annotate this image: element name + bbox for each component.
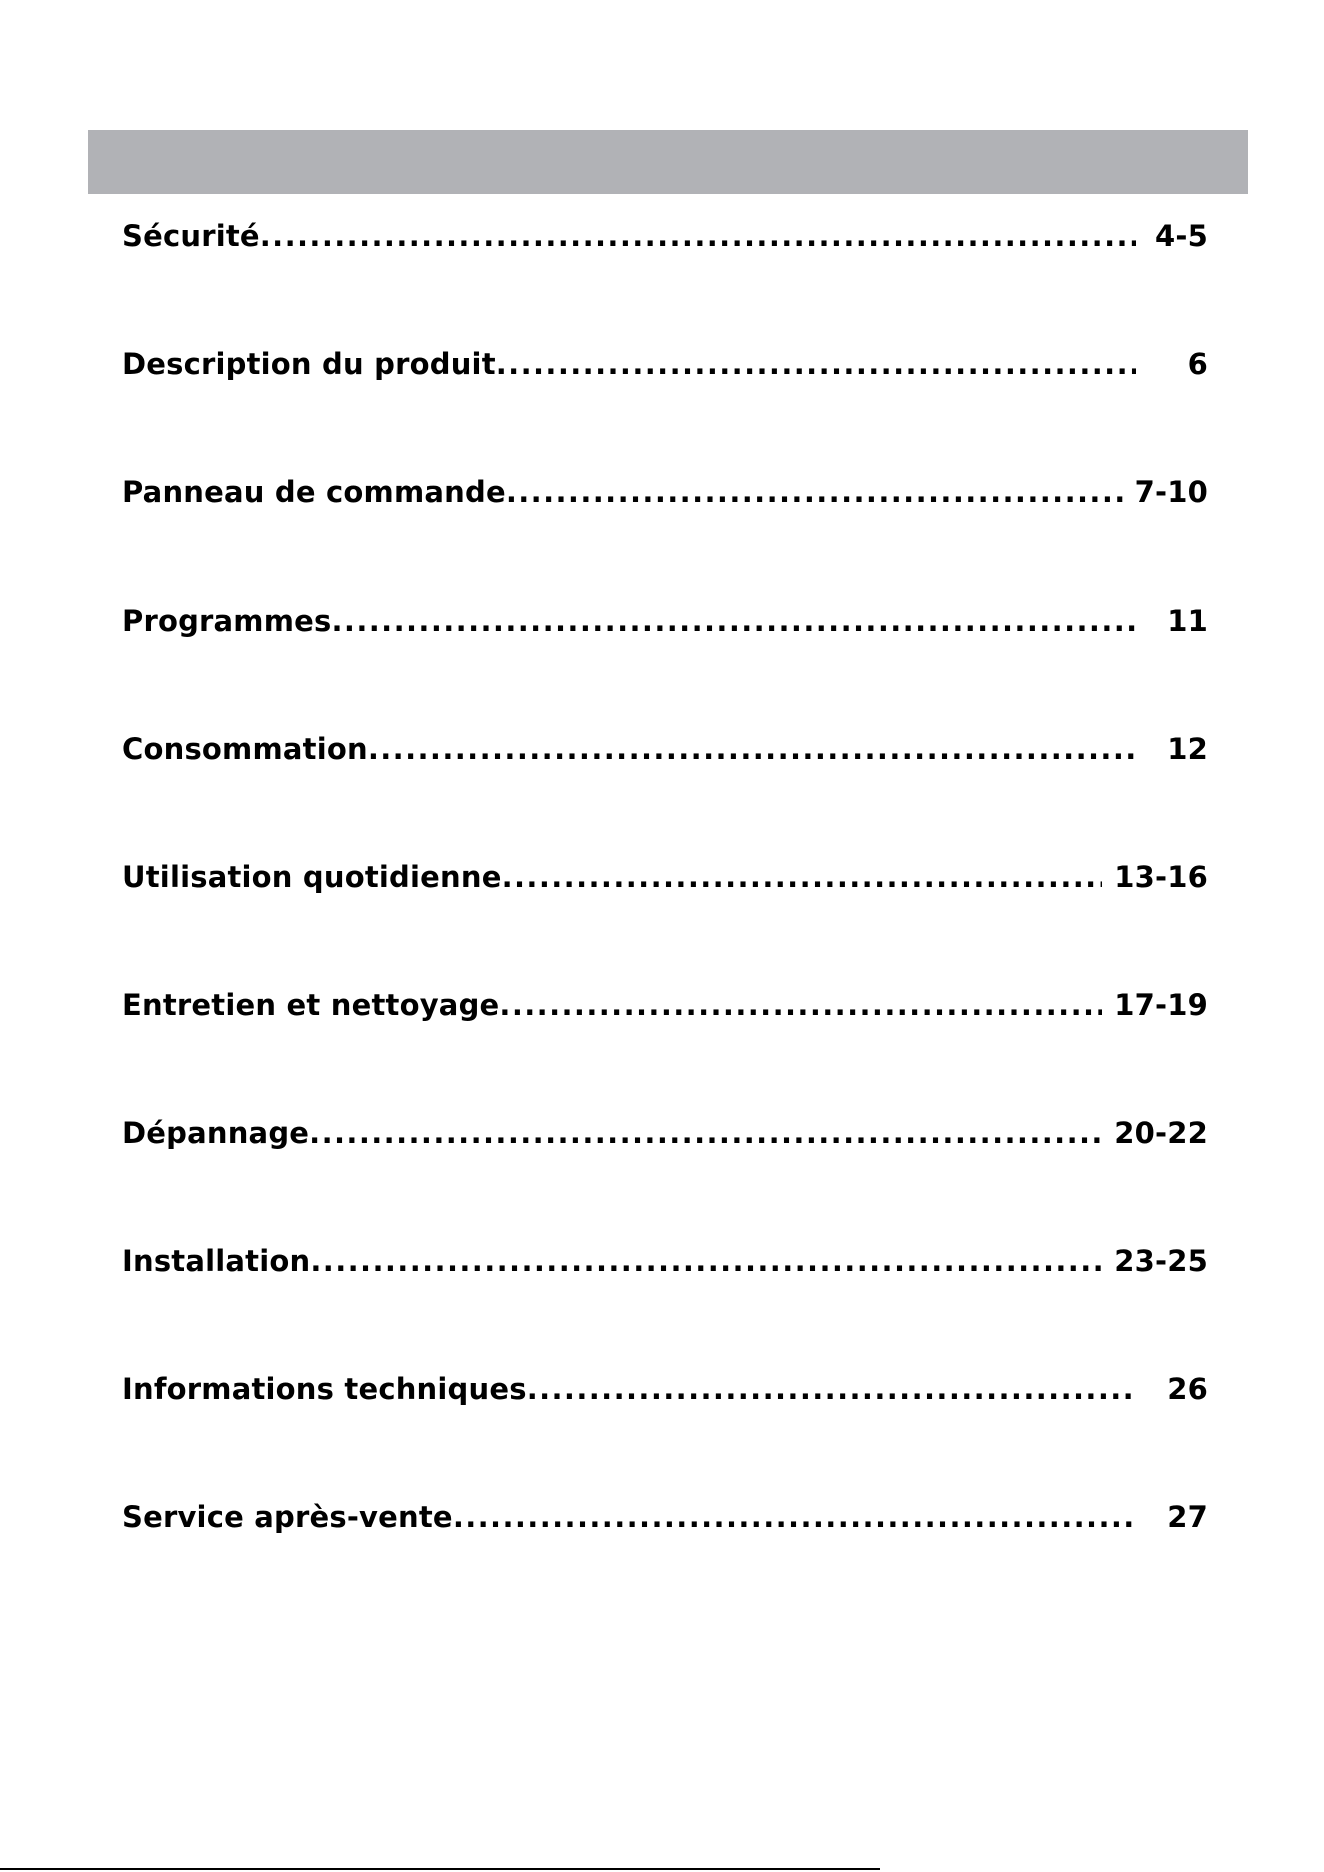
toc-entry-page: 27 — [1167, 1500, 1208, 1534]
dot-leader — [260, 212, 1136, 260]
toc-entry-page: 26 — [1167, 1372, 1208, 1406]
bottom-rule — [0, 1868, 880, 1870]
toc-entry-title: Sécurité — [122, 219, 260, 253]
dot-leader — [502, 853, 1103, 901]
toc-entry-consommation[interactable] — [122, 725, 1208, 773]
toc-entry-page: 4-5 — [1155, 219, 1208, 253]
toc-entry-service-apres-vente[interactable] — [122, 1493, 1208, 1541]
toc-entry-page: 7-10 — [1134, 475, 1208, 509]
toc-entry-title: Installation — [122, 1244, 311, 1278]
table-of-contents — [122, 0, 1208, 1872]
toc-entry-title: Consommation — [122, 732, 368, 766]
toc-entry-panneau-de-commande[interactable] — [122, 468, 1208, 516]
dot-leader — [527, 1365, 1136, 1413]
toc-entry-title: Panneau de commande — [122, 475, 506, 509]
toc-entry-entretien-et-nettoyage[interactable] — [122, 981, 1208, 1029]
toc-entry-programmes[interactable] — [122, 597, 1208, 645]
dot-leader — [499, 981, 1102, 1029]
dot-leader — [368, 725, 1136, 773]
toc-entry-title: Entretien et nettoyage — [122, 988, 500, 1022]
dot-leader — [331, 597, 1136, 645]
toc-entry-installation[interactable] — [122, 1237, 1208, 1285]
toc-entry-page: 11 — [1167, 604, 1208, 638]
toc-entry-title: Service après-vente — [122, 1500, 453, 1534]
toc-entry-description-du-produit[interactable] — [122, 340, 1208, 388]
dot-leader — [506, 468, 1123, 516]
toc-entry-utilisation-quotidienne[interactable] — [122, 853, 1208, 901]
toc-entry-page: 6 — [1187, 347, 1208, 381]
toc-entry-page: 12 — [1167, 732, 1208, 766]
toc-entry-title: Utilisation quotidienne — [122, 860, 502, 894]
toc-entry-informations-techniques[interactable] — [122, 1365, 1208, 1413]
toc-entry-title: Programmes — [122, 604, 332, 638]
dot-leader — [453, 1493, 1136, 1541]
toc-entry-title: Description du produit — [122, 347, 496, 381]
toc-entry-title: Dépannage — [122, 1116, 310, 1150]
toc-entry-page: 23-25 — [1114, 1244, 1208, 1278]
toc-entry-title: Informations techniques — [122, 1372, 527, 1406]
toc-entry-securite[interactable] — [122, 212, 1208, 260]
dot-leader — [496, 340, 1136, 388]
dot-leader — [309, 1109, 1102, 1157]
toc-entry-depannage[interactable] — [122, 1109, 1208, 1157]
dot-leader — [310, 1237, 1102, 1285]
toc-entry-page: 20-22 — [1114, 1116, 1208, 1150]
toc-entry-page: 13-16 — [1114, 860, 1208, 894]
toc-entry-page: 17-19 — [1114, 988, 1208, 1022]
